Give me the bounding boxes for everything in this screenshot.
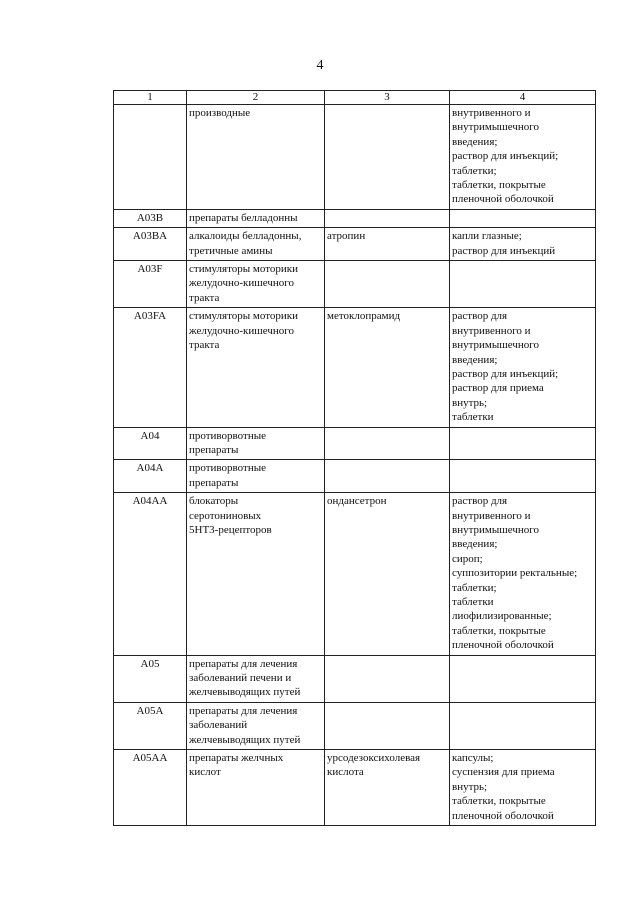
page-number: 4 — [316, 58, 324, 73]
forms-cell — [450, 702, 596, 749]
substance-cell — [325, 209, 450, 227]
group-cell: препараты для лечения заболеваний желчевыводящих путей — [187, 702, 325, 749]
table-row — [114, 105, 596, 210]
atc-code-cell: A03B — [114, 209, 187, 227]
table-header-row — [114, 91, 596, 105]
table-row — [114, 655, 596, 702]
column-header-forms: 4 — [450, 91, 596, 105]
column-header-code: 1 — [114, 91, 187, 105]
group-cell: блокаторы серотониновых 5HT3-рецепторов — [187, 493, 325, 655]
atc-code-cell — [114, 105, 187, 210]
substance-cell — [325, 460, 450, 493]
forms-cell: капли глазные; раствор для инъекций — [450, 228, 596, 261]
table-row — [114, 308, 596, 427]
atc-code-cell: A03BA — [114, 228, 187, 261]
atc-code-cell: A03F — [114, 261, 187, 308]
table-row — [114, 460, 596, 493]
group-cell: противорвотные препараты — [187, 460, 325, 493]
table-row — [114, 493, 596, 655]
forms-cell — [450, 460, 596, 493]
table-row — [114, 702, 596, 749]
substance-cell: урсодезоксихолевая кислота — [325, 750, 450, 826]
group-cell: алкалоиды белладонны, третичные амины — [187, 228, 325, 261]
atc-code-cell: A05 — [114, 655, 187, 702]
group-cell: стимуляторы моторики желудочно-кишечного тракта — [187, 308, 325, 427]
substance-cell — [325, 261, 450, 308]
table-row — [114, 427, 596, 460]
atc-code-cell: A04 — [114, 427, 187, 460]
substance-cell — [325, 105, 450, 210]
atc-code-cell: A04AA — [114, 493, 187, 655]
forms-cell — [450, 261, 596, 308]
drug-classification-table — [113, 90, 596, 826]
table-row — [114, 209, 596, 227]
atc-code-cell: A05A — [114, 702, 187, 749]
column-header-group: 2 — [187, 91, 325, 105]
forms-cell: раствор для внутривенного и внутримышечного введения; сироп; суппозитории ректальные; таблетки; таблетки лиофилизированные; таблетки, покрытые пленочной оболочкой — [450, 493, 596, 655]
forms-cell — [450, 427, 596, 460]
substance-cell: ондансетрон — [325, 493, 450, 655]
forms-cell: капсулы; суспензия для приема внутрь; таблетки, покрытые пленочной оболочкой — [450, 750, 596, 826]
forms-cell — [450, 655, 596, 702]
group-cell: препараты для лечения заболеваний печени и желчевыводящих путей — [187, 655, 325, 702]
group-cell: противорвотные препараты — [187, 427, 325, 460]
table-row — [114, 228, 596, 261]
atc-code-cell: A04A — [114, 460, 187, 493]
group-cell: производные — [187, 105, 325, 210]
table-row — [114, 261, 596, 308]
substance-cell — [325, 702, 450, 749]
atc-code-cell: A03FA — [114, 308, 187, 427]
forms-cell: раствор для внутривенного и внутримышечного введения; раствор для инъекций; раствор для приема внутрь; таблетки — [450, 308, 596, 427]
group-cell: стимуляторы моторики желудочно-кишечного тракта — [187, 261, 325, 308]
substance-cell — [325, 427, 450, 460]
forms-cell: внутривенного и внутримышечного введения; раствор для инъекций; таблетки; таблетки, покрытые пленочной оболочкой — [450, 105, 596, 210]
atc-code-cell: A05AA — [114, 750, 187, 826]
column-header-substance: 3 — [325, 91, 450, 105]
group-cell: препараты белладонны — [187, 209, 325, 227]
forms-cell — [450, 209, 596, 227]
group-cell: препараты желчных кислот — [187, 750, 325, 826]
table-row — [114, 750, 596, 826]
substance-cell: атропин — [325, 228, 450, 261]
substance-cell — [325, 655, 450, 702]
substance-cell: метоклопрамид — [325, 308, 450, 427]
